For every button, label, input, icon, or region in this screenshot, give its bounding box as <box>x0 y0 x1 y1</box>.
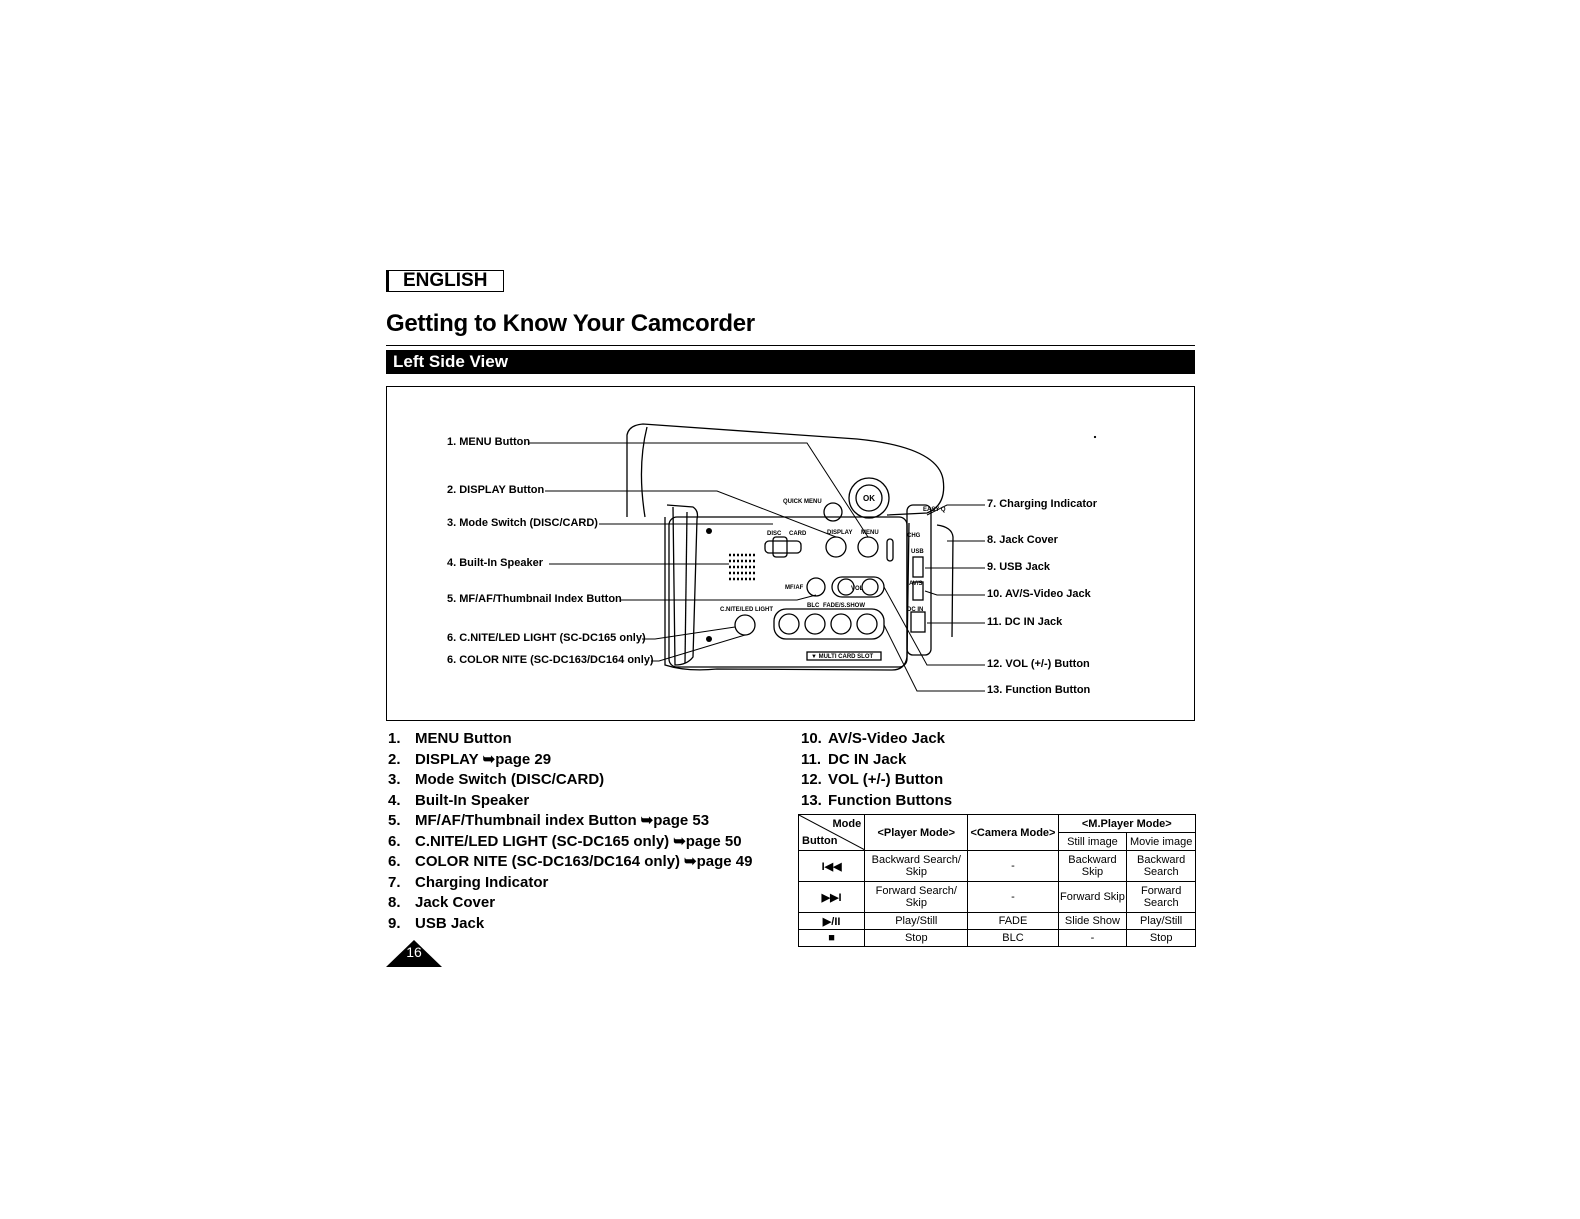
device-label-chg: CHG <box>907 533 921 539</box>
list-item: 1. MENU Button <box>388 730 512 747</box>
table-row <box>799 913 1196 930</box>
header-mplayer-mode: <M.Player Mode> <box>1058 815 1195 833</box>
table-cell: - <box>1058 930 1127 947</box>
table-row <box>799 930 1196 947</box>
list-item: 6. COLOR NITE (SC-DC163/DC164 only) ➥page 49 <box>388 853 753 870</box>
device-label-fade: FADE/S.SHOW <box>823 603 866 609</box>
callout-cnite-light: 6. C.NITE/LED LIGHT (SC-DC165 only) <box>447 632 646 644</box>
device-label-blc: BLC <box>807 603 820 609</box>
list-item: 4. Built-In Speaker <box>388 791 530 809</box>
callout-jack-cover: 8. Jack Cover <box>987 534 1058 546</box>
table-cell: Backward Search <box>1127 851 1196 882</box>
device-label-usb: USB <box>911 549 924 555</box>
device-label-mfaf: MF/AF <box>785 585 804 591</box>
table-corner-cell: Mode Button <box>799 815 865 851</box>
device-label-ok: OK <box>863 494 875 503</box>
device-label-slot: ▼ MULTI CARD SLOT <box>811 654 874 660</box>
list-item: 6. C.NITE/LED LIGHT (SC-DC165 only) ➥page 50 <box>388 832 742 850</box>
parts-list-left <box>388 729 768 934</box>
list-item: 10. AV/S-Video Jack <box>801 730 945 747</box>
device-label-disc: DISC <box>767 531 782 537</box>
callout-vol-button: 12. VOL (+/-) Button <box>987 658 1090 670</box>
backward-skip-icon: I◀◀ <box>799 851 865 882</box>
callout-av-jack: 10. AV/S-Video Jack <box>987 588 1091 600</box>
list-item: 5. MF/AF/Thumbnail index Button ➥page 53 <box>388 812 710 829</box>
table-cell: Forward Search/ Skip <box>865 882 968 913</box>
device-label-menu: MENU <box>861 530 879 536</box>
header-camera-mode: <Camera Mode> <box>968 815 1058 851</box>
subheader-movie-image: Movie image <box>1127 833 1196 851</box>
table-cell: Play/Still <box>1127 913 1196 930</box>
callout-display-button: 2. DISPLAY Button <box>447 484 545 496</box>
callout-dc-in-jack: 11. DC IN Jack <box>987 616 1063 628</box>
list-item: 13. Function Buttons <box>801 791 953 809</box>
parts-list-right <box>801 729 1101 811</box>
language-tag: ENGLISH <box>386 270 504 292</box>
table-cell: BLC <box>968 930 1058 947</box>
title-divider <box>386 345 1195 346</box>
table-cell: Forward Search <box>1127 882 1196 913</box>
device-label-dcin: DC IN <box>907 607 924 613</box>
callout-mfaf-button: 5. MF/AF/Thumbnail Index Button <box>447 593 622 605</box>
list-item: 9. USB Jack <box>388 914 485 932</box>
stop-icon: ■ <box>799 930 865 947</box>
list-item: 2. DISPLAY ➥page 29 <box>388 750 552 768</box>
table-cell: - <box>968 882 1058 913</box>
table-cell: Slide Show <box>1058 913 1127 930</box>
table-cell: Forward Skip <box>1058 882 1127 913</box>
table-row <box>799 851 1196 882</box>
list-item: 8. Jack Cover <box>388 894 496 911</box>
device-label-quick-menu: QUICK MENU <box>783 499 822 505</box>
device-label-card: CARD <box>789 531 807 537</box>
header-player-mode: <Player Mode> <box>865 815 968 851</box>
table-cell: Backward Search/ Skip <box>865 851 968 882</box>
device-label-display: DISPLAY <box>827 530 853 536</box>
table-cell: FADE <box>968 913 1058 930</box>
page-title: Getting to Know Your Camcorder <box>386 310 755 337</box>
table-row <box>799 882 1196 913</box>
function-buttons-table <box>798 814 1196 947</box>
forward-skip-icon: ▶▶I <box>799 882 865 913</box>
subheader-still-image: Still image <box>1058 833 1127 851</box>
callout-menu-button: 1. MENU Button <box>447 436 531 448</box>
list-item: 7. Charging Indicator <box>388 873 549 891</box>
page-number: 16 <box>406 944 422 960</box>
list-item: 11. DC IN Jack <box>801 750 907 768</box>
table-cell: Stop <box>1127 930 1196 947</box>
callout-function-button: 13. Function Button <box>987 684 1091 696</box>
table-cell: Stop <box>865 930 968 947</box>
callout-speaker: 4. Built-In Speaker <box>447 557 543 569</box>
list-item: 3. Mode Switch (DISC/CARD) <box>388 771 605 788</box>
table-cell: - <box>968 851 1058 882</box>
device-label-vol: VOL <box>851 586 864 592</box>
table-cell: Backward Skip <box>1058 851 1127 882</box>
device-label-av: AV/S <box>909 581 923 587</box>
callout-color-nite: 6. COLOR NITE (SC-DC163/DC164 only) <box>447 654 654 666</box>
section-heading: Left Side View <box>386 350 1195 374</box>
camcorder-diagram <box>386 386 1195 721</box>
list-item: 12. VOL (+/-) Button <box>801 771 944 788</box>
device-label-cnite: C.NITE/LED LIGHT <box>720 607 773 613</box>
callout-charging-indicator: 7. Charging Indicator <box>987 498 1098 510</box>
callout-mode-switch: 3. Mode Switch (DISC/CARD) <box>447 517 598 529</box>
callout-usb-jack: 9. USB Jack <box>987 561 1050 573</box>
play-pause-icon: ▶/II <box>799 913 865 930</box>
table-cell: Play/Still <box>865 913 968 930</box>
device-label-easy: EASY Q <box>923 507 946 513</box>
